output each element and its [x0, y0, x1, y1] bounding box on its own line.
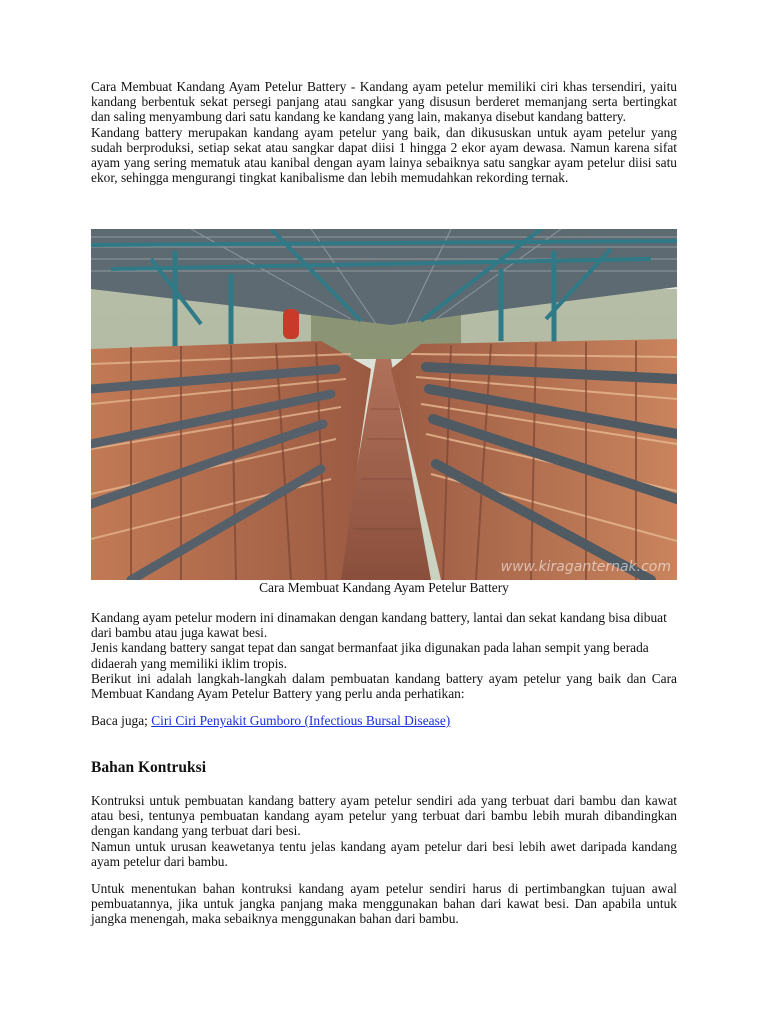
- intro-text: [91, 79, 677, 185]
- baca-juga: [91, 713, 450, 728]
- related-article-link[interactable]: Ciri Ciri Penyakit Gumboro (Infectious Bursal Disease): [151, 713, 451, 728]
- section-text: [91, 881, 677, 927]
- section-paragraph: Untuk menentukan bahan kontruksi kandang ayam petelur sendiri harus di pertimbangkan tujuan awal pembuatannya, jika untuk jangka panjang maka menggunakan bahan dari kawat besi. Dan apabila untuk jangka menengah, maka sebaiknya menggunakan bahan dari bambu.: [91, 881, 677, 927]
- intro-paragraph: Kandang battery merupakan kandang ayam petelur yang baik, dan dikususkan untuk ayam petelur yang sudah berproduksi, setiap sekat atau sangkar dapat diisi 1 hingga 2 ekor ayam dewasa. Namun karena sifat ayam yang sering mematuk atau kanibal dengan ayam lainya sebaiknya satu sangkar ayam petelur diisi satu ekor, sehingga mengurangi tingkat kanibalisme dan lebih memudahkan rekording ternak.: [91, 124, 677, 186]
- section-heading: Bahan Kontruksi: [91, 759, 207, 776]
- baca-juga-label: Baca juga;: [91, 713, 152, 728]
- section-paragraph: Kontruksi untuk pembuatan kandang battery ayam petelur sendiri ada yang terbuat dari bambu dan kawat atau besi, tentunya pembuatan kandang ayam petelur yang terbuat dari bambu lebih murah dibandingkan dengan kandang yang terbuat dari besi.: [91, 793, 677, 839]
- after-image-text: [91, 610, 677, 701]
- text-line: Berikut ini adalah langkah-langkah dalam pembuatan kandang battery ayam petelur yang baik dan Cara Membuat Kandang Ayam Petelur Battery yang perlu anda perhatikan:: [91, 670, 677, 702]
- intro-paragraph: Cara Membuat Kandang Ayam Petelur Battery - Kandang ayam petelur memiliki ciri khas tersendiri, yaitu kandang berbentuk sekat persegi panjang atau sangkar yang disusun berderet memanjang serta bertingkat dan saling menyambung dari satu kandang ke kandang yang lain, makanya disebut kandang battery.: [91, 79, 677, 125]
- text-line: Jenis kandang battery sangat tepat dan sangat bermanfaat jika digunakan pada lahan sempit yang berada didaerah yang memiliki iklim tropis.: [91, 640, 649, 671]
- photo-caption: Cara Membuat Kandang Ayam Petelur Battery: [259, 580, 509, 595]
- battery-cage-photo: [91, 229, 677, 580]
- text-line: Kandang ayam petelur modern ini dinamakan dengan kandang battery, lantai dan sekat kandang bisa dibuat dari bambu atau juga kawat besi.: [91, 610, 667, 641]
- photo-watermark: www.kiraganternak.com: [500, 559, 671, 575]
- section-text: [91, 793, 677, 869]
- section-paragraph: Namun untuk urusan keawetanya tentu jelas kandang ayam petelur dari besi lebih awet daripada kandang ayam petelur dari bambu.: [91, 838, 677, 869]
